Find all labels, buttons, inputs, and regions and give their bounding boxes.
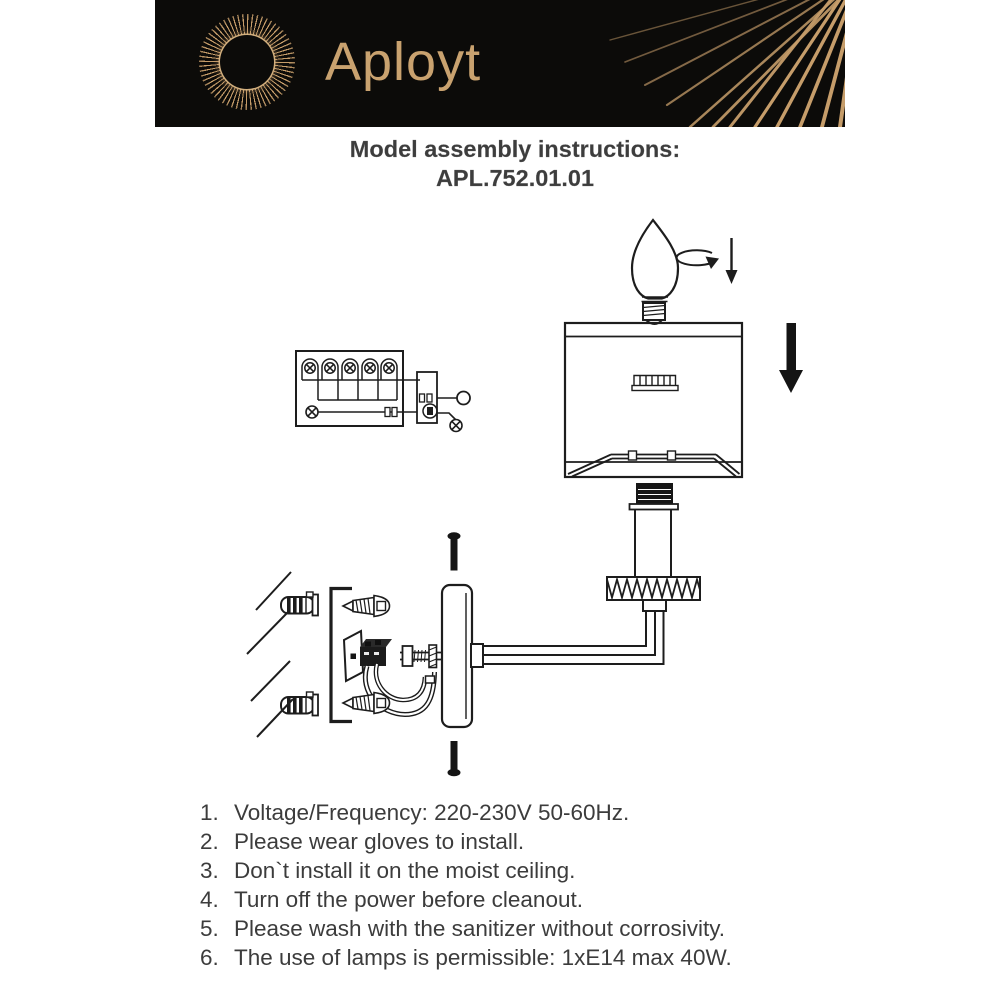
rotate-direction-icon	[677, 238, 738, 284]
item-text: Don`t install it on the moist ceiling.	[234, 858, 576, 884]
item-number: 4.	[200, 887, 219, 913]
terminal-block	[344, 631, 392, 681]
list-item	[200, 886, 732, 915]
item-text: Please wear gloves to install.	[234, 829, 525, 855]
mounting-bracket	[331, 589, 352, 722]
brand-wordmark: Aployt	[325, 32, 482, 92]
item-number: 3.	[200, 858, 219, 884]
page-title: Model assembly instructions:	[349, 136, 681, 162]
arm-tube	[483, 612, 664, 665]
canopy-screws	[448, 532, 461, 776]
item-number: 5.	[200, 916, 219, 941]
crown-collar	[607, 577, 700, 611]
title-block	[30, 135, 1000, 193]
item-number: 2.	[200, 829, 219, 855]
list-item	[200, 828, 732, 857]
mounting-screws	[343, 596, 390, 714]
socket	[630, 484, 679, 577]
item-number: 1.	[200, 800, 219, 826]
item-number: 6.	[200, 944, 219, 970]
down-arrow-icon	[779, 323, 803, 393]
list-item	[200, 799, 732, 828]
lamp-shade	[565, 323, 742, 477]
sunburst-logo-icon	[199, 14, 295, 110]
item-text: The use of lamps is permissible: 1xE14 max 40W.	[234, 944, 732, 970]
list-item	[200, 943, 732, 972]
list-item	[200, 915, 732, 944]
instruction-list	[200, 799, 732, 972]
wall-canopy	[442, 585, 483, 727]
list-item	[200, 857, 732, 886]
corner-rays-decoration	[605, 0, 845, 127]
item-text: Voltage/Frequency: 220-230V 50-60Hz.	[234, 800, 630, 826]
wall-anchors	[281, 592, 318, 716]
threaded-rod	[400, 645, 442, 668]
candle-bulb	[632, 220, 678, 324]
wiring-schematic	[296, 351, 470, 432]
brand-banner	[155, 0, 845, 127]
item-text: Turn off the power before cleanout.	[234, 887, 583, 913]
wires	[365, 664, 434, 715]
item-text: Please wash with the sanitizer without corrosivity.	[234, 916, 726, 941]
wall-hatch	[247, 572, 293, 737]
model-number: APL.752.01.01	[435, 165, 595, 191]
